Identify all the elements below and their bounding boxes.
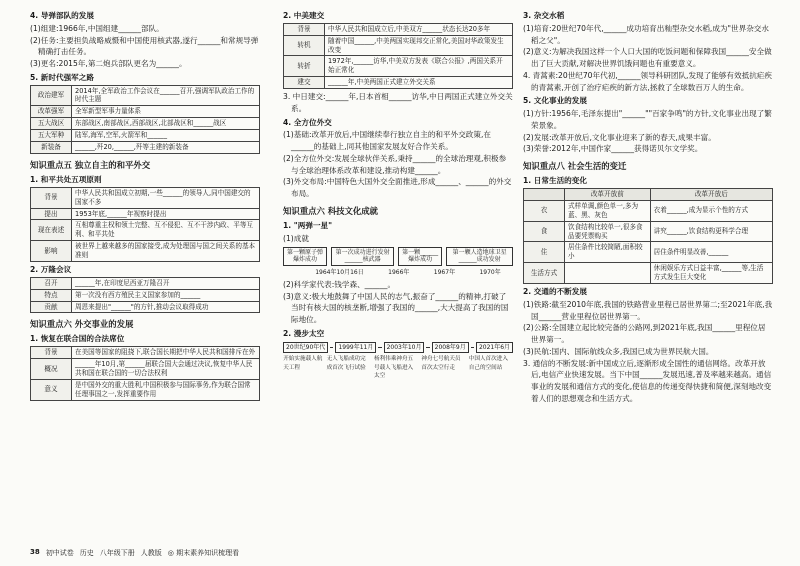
column-2 (283, 8, 513, 383)
timeline-arrow (471, 347, 474, 348)
paragraph: (3)外交布局:中国特色大国外交全面推进,形成______、______的外交布局。 (283, 177, 512, 199)
timeline-two-bombs (283, 247, 513, 266)
cell-after: 居住条件明显改善,______ (650, 242, 772, 263)
timeline-arrow (426, 347, 429, 348)
row-key: 召开 (31, 277, 72, 289)
row-key: 现在表述 (31, 220, 72, 241)
paragraph: (3)意义:极大地鼓舞了中国人民的志气,振奋了______的精神,打破了当时有核大国的核垄断,增强了我国的______,大大提高了我国的国际地位。 (283, 291, 509, 325)
table-row (284, 35, 513, 56)
row-key: 住 (524, 242, 565, 263)
table-five-principles (30, 187, 260, 262)
table-row (284, 23, 513, 35)
cell-before: 饮食结构比较单一,很多食品要凭票购买 (565, 221, 651, 242)
heading: 4. 全方位外交 (283, 117, 332, 127)
heading: 1. 日常生活的变化 (523, 176, 587, 186)
row-key: 衣 (524, 200, 565, 221)
table-row (31, 359, 260, 380)
timeline-box: 1999年11月 (335, 342, 376, 354)
heading: 1. "两弹一星" (283, 221, 333, 231)
timeline-event: 中国人首次进入自己的空间站 (468, 356, 508, 371)
table-un-seat (30, 346, 260, 400)
timeline-box: 2008年9月 (432, 342, 469, 354)
table-header-row (524, 188, 773, 200)
heading: 1. 和平共处五项原则 (30, 174, 102, 184)
row-value: 第一次没有西方殖民主义国家参加的______ (72, 289, 260, 301)
table-row (31, 130, 260, 142)
row-key: 背景 (31, 187, 72, 208)
timeline-box: 第一颗人造地球卫星______成功发射 (446, 247, 513, 266)
table-row (31, 187, 260, 208)
heading: 2. 漫步太空 (283, 328, 325, 338)
timeline-box: 20世纪90年代 (283, 342, 328, 354)
row-key: 背景 (284, 23, 325, 35)
row-key: 生活方式 (524, 263, 565, 284)
paragraph: (2)公路:全国建立起比较完备的公路网,到2021年底,我国______里程位居世界第一。 (523, 323, 766, 345)
section-title: 知识重点八 社会生活的变迁 (523, 161, 627, 172)
paragraph: (3)荣誉:2012年,中国作家______获得诺贝尔文学奖。 (523, 144, 703, 154)
timeline-year: 1964年10月16日 (315, 268, 364, 276)
table-row (31, 277, 260, 289)
row-key: 背景 (31, 347, 72, 359)
row-value: 周恩来提出"______"的方针,推动会议取得成功 (72, 301, 260, 313)
table-row (31, 106, 260, 118)
column-header: 改革开放前 (565, 188, 651, 200)
timeline-years (303, 268, 513, 277)
cell-after: 衣着______,成为显示个性的方式 (650, 200, 772, 221)
paragraph: (3)民航:国内、国际航线众多,我国已成为世界民航大国。 (523, 346, 714, 356)
row-key: 转机 (284, 35, 325, 56)
cell-after: 讲究______,饮食结构更科学合理 (650, 221, 772, 242)
row-key: 概况 (31, 359, 72, 380)
timeline-box: 2021年6月 (476, 342, 513, 354)
timeline-year: 1967年 (433, 268, 456, 276)
table-row (31, 301, 260, 313)
row-key: 改革强军 (31, 106, 72, 118)
row-value: ______年10月,第______届联合国大会通过决议,恢复中华人民共和国在联合国的一切合法权利 (72, 359, 260, 380)
table-row (284, 56, 513, 77)
table-row (31, 118, 260, 130)
row-key: 特点 (31, 289, 72, 301)
cell-before: 居住条件比较简陋,面积较小 (565, 242, 651, 263)
table-bandung (30, 277, 260, 314)
row-value: ______,歼20,______,歼等主建的新装备 (72, 142, 260, 154)
row-value: 1953年底,______年视察时提出 (72, 208, 260, 220)
paragraph: (2)发展:改革开放后,文化事业迎来了新的春天,成果丰富。 (523, 132, 716, 142)
paragraph: 4. 青蒿素:20世纪70年代初,______领导科研团队,发现了能够有效抵抗疟疾的青蒿素,开创了治疗疟疾的新方法,拯救了全球数百万人的生命。 (523, 70, 772, 92)
heading: 3. 杂交水稻 (523, 11, 565, 20)
column-header: 改革开放后 (650, 188, 772, 200)
row-key: 意义 (31, 379, 72, 400)
paragraph: (1)铁路:截至2010年底,我国的铁路营业里程已居世界第二;至2021年底,我国______营业里程位居世界第一。 (523, 299, 773, 321)
table-row (524, 263, 773, 284)
row-key: 转折 (284, 56, 325, 77)
row-value: 中华人民共和国成立初期,一些______的领导人,同中国建交的国家不多 (72, 187, 260, 208)
row-value: 2014年,全军政治工作会议在______召开,强调军队政治工作的时代主题 (72, 85, 260, 106)
table-row (284, 77, 513, 89)
table-row (31, 142, 260, 154)
row-value: 1972年,______访华,中美双方发表《联合公报》,两国关系开始正常化 (325, 56, 513, 77)
row-key: 食 (524, 221, 565, 242)
book-name: 初中试卷 (45, 549, 74, 557)
column-1 (30, 8, 260, 403)
row-key: 提出 (31, 208, 72, 220)
timeline-events (283, 355, 513, 381)
table-sino-us (283, 23, 513, 89)
paragraph: 3. 通信的不断发展:新中国成立后,逐渐形成全国性的通信网络。改革开放后,电信产业快速发展。当下中国______发展迅速,普及率越来越高。通信事业的发展和通信方式的变化,使信息的传递变得快捷和简便,深刻地改变着人们的思想观念和生活方式。 (523, 358, 772, 403)
row-value: 中华人民共和国成立后,中美双方______状态长达20多年 (325, 23, 513, 35)
page-footer (30, 548, 239, 558)
table-row (524, 221, 773, 242)
timeline-space (283, 342, 513, 354)
timeline-arrow (330, 347, 333, 348)
row-key: 政治建军 (31, 85, 72, 106)
edition: 人教版 (140, 549, 162, 557)
timeline-arrow (378, 347, 381, 348)
section-title: 知识重点六 科技文化成就 (283, 206, 379, 216)
row-value: 陆军,海军,空军,火箭军和______ (72, 130, 260, 142)
table-strong-army (30, 85, 260, 154)
row-value: 在美国等国家的阻挠下,联合国长期把中华人民共和国排斥在外 (72, 347, 260, 359)
section-title: 知识重点五 独立自主的和平外交 (30, 159, 151, 170)
table-row (31, 241, 260, 262)
paragraph: (1)成就 (283, 233, 309, 243)
cell-before: 式样单调,颜色单一,多为蓝、黑、灰色 (565, 200, 651, 221)
column-3 (523, 8, 773, 405)
timeline-box: 第一颗原子弹爆炸成功 (283, 247, 327, 266)
row-value: 是中国外交的重大胜利,中国积极参与国际事务,作为联合国常任理事国之一,发挥重要作用 (72, 379, 260, 400)
timeline-year: 1970年 (479, 268, 501, 276)
row-value: 随着中国______,中美两国实现邦交正常化,美国对华政策发生改变 (325, 35, 513, 56)
timeline-box: 2003年10月 (384, 342, 425, 354)
timeline-year: 1966年 (388, 268, 410, 276)
heading: 5. 新时代强军之路 (30, 72, 94, 82)
table-row (31, 208, 260, 220)
table-row (524, 242, 773, 263)
section-title: 知识重点六 外交事业的发展 (30, 319, 134, 330)
paragraph: (1)方针:1956年,毛泽东提出"______""百家争鸣"的方针,文化事业出现了繁荣景象。 (523, 109, 772, 130)
row-value: 东部战区,南部战区,西部战区,北部战区和______战区 (72, 118, 260, 130)
grade: 八年级下册 (99, 549, 135, 557)
paragraph: (2)科学家代表:钱学森、______。 (283, 279, 396, 289)
table-daily-life (523, 188, 773, 284)
timeline-event: 无人飞船成功完成首次飞行试验 (326, 356, 366, 371)
paragraph: 3. 中日建交:______年,日本首相______访华,中日两国正式建立外交关系。 (283, 92, 513, 113)
table-row (31, 289, 260, 301)
timeline-event: 开始实施载人航天工程 (283, 356, 323, 371)
row-value: ______年,在印度尼西亚万隆召开 (72, 277, 260, 289)
heading: 1. 恢复在联合国的合法席位 (30, 334, 125, 344)
table-row (31, 347, 260, 359)
row-value: 互相尊重主权和领土完整、互不侵犯、互不干涉内政、平等互利、和平共处 (72, 220, 260, 241)
paragraph: (1)组建:1966年,中国组建______部队。 (30, 23, 164, 33)
row-key: 建交 (284, 77, 325, 89)
paragraph: (3)更名:2015年,第二炮兵部队更名为______。 (30, 59, 187, 69)
row-value: 被世界上越来越多的国家接受,成为处理国与国之间关系的基本准则 (72, 241, 260, 262)
row-key: 贡献 (31, 301, 72, 313)
row-key: 五大战区 (31, 118, 72, 130)
subject: 历史 (79, 549, 94, 557)
row-key: 新装备 (31, 142, 72, 154)
heading: 5. 文化事业的发展 (523, 96, 587, 106)
table-row (524, 200, 773, 221)
timeline-event: 杨利伟乘神舟五号载人飞船进入太空 (373, 356, 414, 380)
heading: 2. 万隆会议 (30, 264, 72, 274)
table-row (31, 85, 260, 106)
row-value: 全军新型军事力量体系 (72, 106, 260, 118)
timeline-box: 第一次成功进行发射______核武器 (331, 247, 394, 266)
row-key: 影响 (31, 241, 72, 262)
heading: 4. 导弹部队的发展 (30, 11, 94, 20)
paragraph: (2)全方位外交:发展全球伙伴关系,秉持______的全球治理观,积极参与全球治理体系改革和建设,推动构建______。 (283, 153, 507, 175)
paragraph: (1)培育:20世纪70年代,______成功培育出籼型杂交水稻,成为"世界杂交水稻之父"。 (523, 23, 769, 45)
cell-after: 休闲娱乐方式日益丰富,______等,生活方式发生巨大变化 (650, 263, 772, 284)
row-value: ______年,中美两国正式建立外交关系 (325, 77, 513, 89)
paragraph: (2)任务:主要担负战略威慑和中国使用核武器,遂行______和常规导弹精确打击任务。 (30, 35, 259, 57)
row-key: 五大军种 (31, 130, 72, 142)
timeline-box: 第一颗______爆炸成功 (398, 247, 442, 266)
table-row (31, 379, 260, 400)
paragraph: (2)意义:为解决我国这样一个人口大国的吃饭问题和保障我国______安全做出了巨大贡献,对解决世界饥饿问题也有重要意义。 (523, 47, 772, 69)
cell-before (565, 263, 651, 284)
timeline-event: 神舟七号航天员首次太空行走 (421, 356, 461, 371)
paragraph: (1)基础:改革开放后,中国继续奉行独立自主的和平外交政策,在______的基础上,同其他国家发展友好合作关系。 (283, 130, 491, 152)
heading: 2. 中美建交 (283, 11, 325, 20)
column-header (524, 188, 565, 200)
table-row (31, 220, 260, 241)
page-number: 38 (30, 548, 40, 556)
heading: 2. 交通的不断发展 (523, 286, 587, 296)
footer-title: ◎ 期末素养知识梳理看 (167, 549, 240, 557)
